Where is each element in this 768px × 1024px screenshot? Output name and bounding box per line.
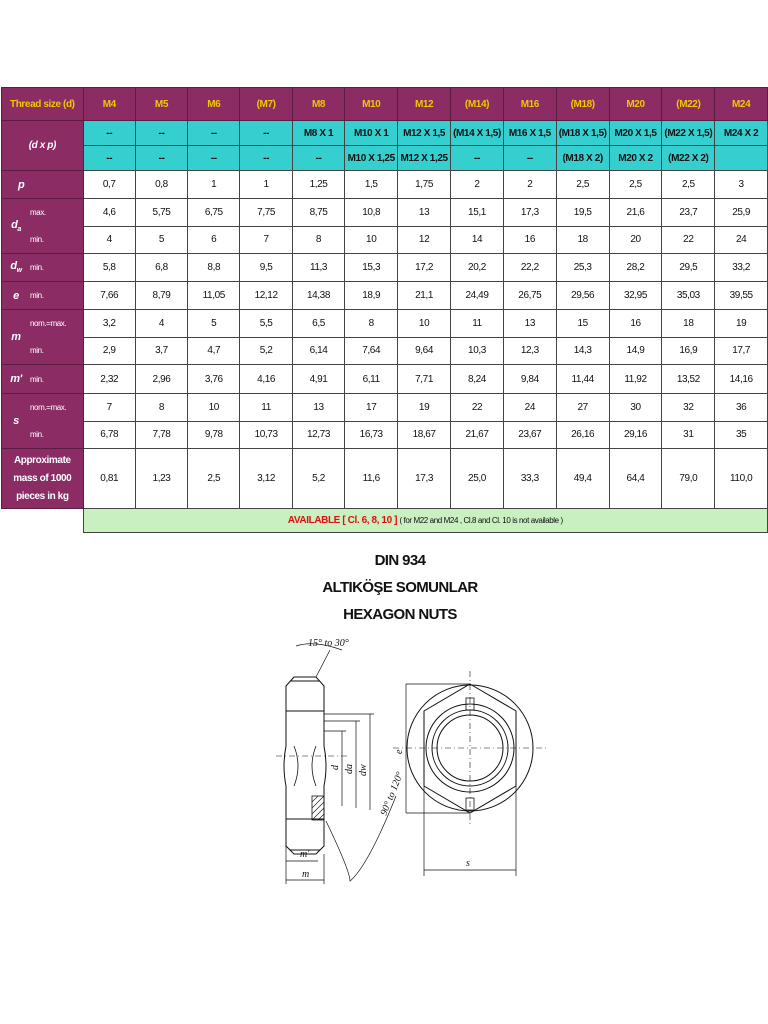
m-label: m [302, 869, 310, 880]
dimension-table [1, 87, 768, 533]
value-cell: 2,32 [83, 365, 135, 394]
size-header: M4 [83, 88, 135, 121]
value-cell: 3,12 [240, 449, 292, 509]
dxp-label: (d x p) [2, 121, 84, 171]
value-cell: 18,9 [345, 282, 398, 310]
value-cell: 10,3 [451, 337, 504, 365]
value-cell: 17,3 [503, 199, 556, 227]
value-cell: 23,67 [503, 421, 556, 449]
standard-number: DIN 934 [374, 552, 426, 569]
e-label: e [394, 749, 405, 754]
value-cell: 15,3 [345, 254, 398, 282]
fine-thread-cell: (M22 X 1,5) [662, 121, 715, 146]
value-cell: 25,9 [715, 199, 768, 227]
dw-label-group [2, 254, 84, 282]
value-cell: 10,73 [240, 421, 292, 449]
value-cell: 18,67 [398, 421, 451, 449]
min-label: min. [30, 263, 44, 272]
fine-thread-cell: M16 X 1,5 [503, 121, 556, 146]
value-cell: 12,3 [503, 337, 556, 365]
fine-thread-cell: -- [240, 121, 292, 146]
availability-text: AVAILABLE [ Cl. 6, 8, 10 ] [287, 515, 398, 526]
mass-label: Approximate mass of 1000 pieces in kg [2, 449, 84, 509]
value-cell: 10,8 [345, 199, 398, 227]
value-cell: 2,96 [135, 365, 187, 394]
fine-thread-cell: (M18 X 2) [556, 146, 609, 171]
size-header: M6 [188, 88, 240, 121]
d-label: d [330, 765, 341, 770]
value-cell: 39,55 [715, 282, 768, 310]
value-cell: 12,73 [292, 421, 344, 449]
value-cell: 16 [609, 310, 662, 338]
min-label: min. [30, 374, 44, 384]
fine-thread-cell: (M18 X 1,5) [556, 121, 609, 146]
value-cell: 7 [83, 394, 135, 422]
e-label-group [2, 282, 84, 310]
value-cell: 0,8 [135, 171, 187, 199]
value-cell: 19,5 [556, 199, 609, 227]
fine-thread-cell: -- [240, 146, 292, 171]
value-cell: 4 [135, 310, 187, 338]
value-cell: 19 [715, 310, 768, 338]
value-cell: 110,0 [715, 449, 768, 509]
value-cell: 22 [662, 226, 715, 254]
value-cell: 4 [83, 226, 135, 254]
value-cell: 8 [292, 226, 344, 254]
value-cell: 0,81 [83, 449, 135, 509]
value-cell: 11 [240, 394, 292, 422]
fine-thread-cell: (M22 X 2) [662, 146, 715, 171]
size-header: M5 [135, 88, 187, 121]
value-cell: 12 [398, 226, 451, 254]
value-cell: 1,5 [345, 171, 398, 199]
size-header: (M18) [556, 88, 609, 121]
value-cell: 6,75 [188, 199, 240, 227]
nut-side-view [284, 677, 326, 854]
value-cell: 16 [503, 226, 556, 254]
value-cell: 14,3 [556, 337, 609, 365]
bearing-angle-label: 90° to 120° [378, 770, 406, 818]
value-cell: 35 [715, 421, 768, 449]
value-cell: 8,79 [135, 282, 187, 310]
fine-thread-cell: -- [135, 121, 187, 146]
fine-thread-cell: -- [83, 121, 135, 146]
value-cell: 33,2 [715, 254, 768, 282]
value-cell: 32 [662, 394, 715, 422]
fine-thread-cell: M24 X 2 [715, 121, 768, 146]
availability-note: ( for M22 and M24 , Cl.8 and Cl. 10 is not available ) [399, 516, 563, 525]
size-header: M20 [609, 88, 662, 121]
fine-thread-cell: M10 X 1,25 [345, 146, 398, 171]
fine-thread-cell: -- [503, 146, 556, 171]
value-cell: 27 [556, 394, 609, 422]
value-cell: 6,14 [292, 337, 344, 365]
e-symbol: e [13, 289, 19, 302]
value-cell: 5 [135, 226, 187, 254]
value-cell: 1 [188, 171, 240, 199]
value-cell: 8,24 [451, 365, 504, 394]
value-cell: 49,4 [556, 449, 609, 509]
da-label-group [2, 199, 84, 254]
value-cell: 21,1 [398, 282, 451, 310]
fine-thread-cell: M20 X 1,5 [609, 121, 662, 146]
value-cell: 9,5 [240, 254, 292, 282]
nom-max-label: nom.=max. [30, 319, 67, 328]
value-cell: 10 [345, 226, 398, 254]
min-label: min. [30, 346, 44, 355]
value-cell: 20,2 [451, 254, 504, 282]
value-cell: 11,3 [292, 254, 344, 282]
da-label: da [344, 764, 355, 774]
value-cell: 5,2 [292, 449, 344, 509]
value-cell: 3,7 [135, 337, 187, 365]
value-cell: 11,05 [188, 282, 240, 310]
value-cell: 8,8 [188, 254, 240, 282]
nut-front-view [393, 671, 548, 826]
value-cell: 24 [503, 394, 556, 422]
value-cell: 20 [609, 226, 662, 254]
hexagon-nut-drawing [258, 636, 558, 896]
pitch-symbol: p [2, 171, 84, 199]
value-cell: 10 [188, 394, 240, 422]
value-cell: 24,49 [451, 282, 504, 310]
value-cell: 4,91 [292, 365, 344, 394]
value-cell: 17,7 [715, 337, 768, 365]
value-cell: 2,5 [188, 449, 240, 509]
value-cell: 11,92 [609, 365, 662, 394]
value-cell: 5,75 [135, 199, 187, 227]
value-cell: 29,56 [556, 282, 609, 310]
value-cell: 13 [292, 394, 344, 422]
title-english: HEXAGON NUTS [343, 606, 457, 623]
fine-thread-cell: -- [451, 146, 504, 171]
fine-thread-cell: M12 X 1,5 [398, 121, 451, 146]
value-cell: 9,84 [503, 365, 556, 394]
value-cell: 64,4 [609, 449, 662, 509]
value-cell: 18 [556, 226, 609, 254]
value-cell: 22,2 [503, 254, 556, 282]
title-turkish: ALTIKÖŞE SOMUNLAR [322, 579, 478, 596]
value-cell: 11,44 [556, 365, 609, 394]
fine-thread-cell: -- [188, 146, 240, 171]
size-header: M12 [398, 88, 451, 121]
value-cell: 24 [715, 226, 768, 254]
value-cell: 6,8 [135, 254, 187, 282]
value-cell: 2 [451, 171, 504, 199]
value-cell: 2,5 [609, 171, 662, 199]
value-cell: 35,03 [662, 282, 715, 310]
value-cell: 1,23 [135, 449, 187, 509]
dw-label: dw [358, 764, 369, 776]
size-header: M16 [503, 88, 556, 121]
fine-thread-cell: -- [292, 146, 344, 171]
s-label: s [466, 858, 470, 869]
s-symbol: s [13, 415, 19, 427]
value-cell: 15,1 [451, 199, 504, 227]
availability-banner [83, 509, 767, 533]
value-cell: 8 [345, 310, 398, 338]
value-cell: 23,7 [662, 199, 715, 227]
value-cell: 21,67 [451, 421, 504, 449]
value-cell: 9,78 [188, 421, 240, 449]
blank-cell [2, 509, 84, 533]
value-cell: 9,64 [398, 337, 451, 365]
m-label-group [2, 310, 84, 365]
value-cell: 10 [398, 310, 451, 338]
value-cell: 13,52 [662, 365, 715, 394]
value-cell: 11,6 [345, 449, 398, 509]
max-label: max. [30, 208, 46, 217]
size-header: (M7) [240, 88, 292, 121]
bearing-face-hatch [312, 796, 324, 820]
value-cell: 14,38 [292, 282, 344, 310]
min-label: min. [30, 430, 44, 439]
value-cell: 6 [188, 226, 240, 254]
mprime-label-group [2, 365, 84, 394]
value-cell: 5,5 [240, 310, 292, 338]
value-cell: 1,25 [292, 171, 344, 199]
fine-thread-cell: -- [188, 121, 240, 146]
value-cell: 14,9 [609, 337, 662, 365]
thread-size-label: Thread size (d) [2, 88, 84, 121]
value-cell: 1 [240, 171, 292, 199]
value-cell: 14,16 [715, 365, 768, 394]
fine-thread-cell: -- [135, 146, 187, 171]
fine-thread-cell [715, 146, 768, 171]
value-cell: 11 [451, 310, 504, 338]
chamfer-angle-label: 15° to 30° [308, 638, 349, 649]
value-cell: 8 [135, 394, 187, 422]
value-cell: 30 [609, 394, 662, 422]
value-cell: 16,73 [345, 421, 398, 449]
value-cell: 5,8 [83, 254, 135, 282]
value-cell: 32,95 [609, 282, 662, 310]
value-cell: 7,78 [135, 421, 187, 449]
value-cell: 7 [240, 226, 292, 254]
value-cell: 17,2 [398, 254, 451, 282]
value-cell: 5 [188, 310, 240, 338]
value-cell: 14 [451, 226, 504, 254]
value-cell: 13 [398, 199, 451, 227]
value-cell: 19 [398, 394, 451, 422]
value-cell: 4,7 [188, 337, 240, 365]
value-cell: 2,5 [662, 171, 715, 199]
value-cell: 17 [345, 394, 398, 422]
value-cell: 7,75 [240, 199, 292, 227]
value-cell: 7,71 [398, 365, 451, 394]
value-cell: 6,11 [345, 365, 398, 394]
size-header: M24 [715, 88, 768, 121]
value-cell: 22 [451, 394, 504, 422]
value-cell: 3,2 [83, 310, 135, 338]
mprime-symbol: m' [10, 373, 22, 385]
value-cell: 25,3 [556, 254, 609, 282]
value-cell: 1,75 [398, 171, 451, 199]
value-cell: 26,75 [503, 282, 556, 310]
size-header: (M14) [451, 88, 504, 121]
mprime-label: m' [300, 849, 310, 860]
fine-thread-cell: M20 X 2 [609, 146, 662, 171]
s-label-group [2, 394, 84, 449]
value-cell: 13 [503, 310, 556, 338]
value-cell: 4,16 [240, 365, 292, 394]
value-cell: 15 [556, 310, 609, 338]
value-cell: 4,6 [83, 199, 135, 227]
diameter-dimensions [324, 714, 374, 810]
fine-thread-cell: M12 X 1,25 [398, 146, 451, 171]
value-cell: 36 [715, 394, 768, 422]
value-cell: 0,7 [83, 171, 135, 199]
m-symbol: m [11, 331, 21, 343]
value-cell: 25,0 [451, 449, 504, 509]
value-cell: 3,76 [188, 365, 240, 394]
dw-symbol: $d_w$ [10, 260, 22, 275]
fine-thread-cell: M8 X 1 [292, 121, 344, 146]
size-header: (M22) [662, 88, 715, 121]
value-cell: 29,16 [609, 421, 662, 449]
fine-thread-cell: (M14 X 1,5) [451, 121, 504, 146]
value-cell: 17,3 [398, 449, 451, 509]
value-cell: 79,0 [662, 449, 715, 509]
value-cell: 7,66 [83, 282, 135, 310]
value-cell: 7,64 [345, 337, 398, 365]
value-cell: 5,2 [240, 337, 292, 365]
value-cell: 2,5 [556, 171, 609, 199]
size-header: M8 [292, 88, 344, 121]
value-cell: 6,78 [83, 421, 135, 449]
nom-max-label: nom.=max. [30, 403, 67, 412]
value-cell: 21,6 [609, 199, 662, 227]
value-cell: 31 [662, 421, 715, 449]
value-cell: 6,5 [292, 310, 344, 338]
fine-thread-cell: -- [83, 146, 135, 171]
da-symbol: $d_a$ [11, 218, 21, 234]
value-cell: 2,9 [83, 337, 135, 365]
value-cell: 16,9 [662, 337, 715, 365]
value-cell: 12,12 [240, 282, 292, 310]
value-cell: 29,5 [662, 254, 715, 282]
value-cell: 33,3 [503, 449, 556, 509]
value-cell: 2 [503, 171, 556, 199]
value-cell: 28,2 [609, 254, 662, 282]
value-cell: 8,75 [292, 199, 344, 227]
value-cell: 18 [662, 310, 715, 338]
size-header: M10 [345, 88, 398, 121]
min-label: min. [30, 235, 44, 244]
value-cell: 3 [715, 171, 768, 199]
min-label: min. [30, 291, 44, 300]
value-cell: 26,16 [556, 421, 609, 449]
fine-thread-cell: M10 X 1 [345, 121, 398, 146]
